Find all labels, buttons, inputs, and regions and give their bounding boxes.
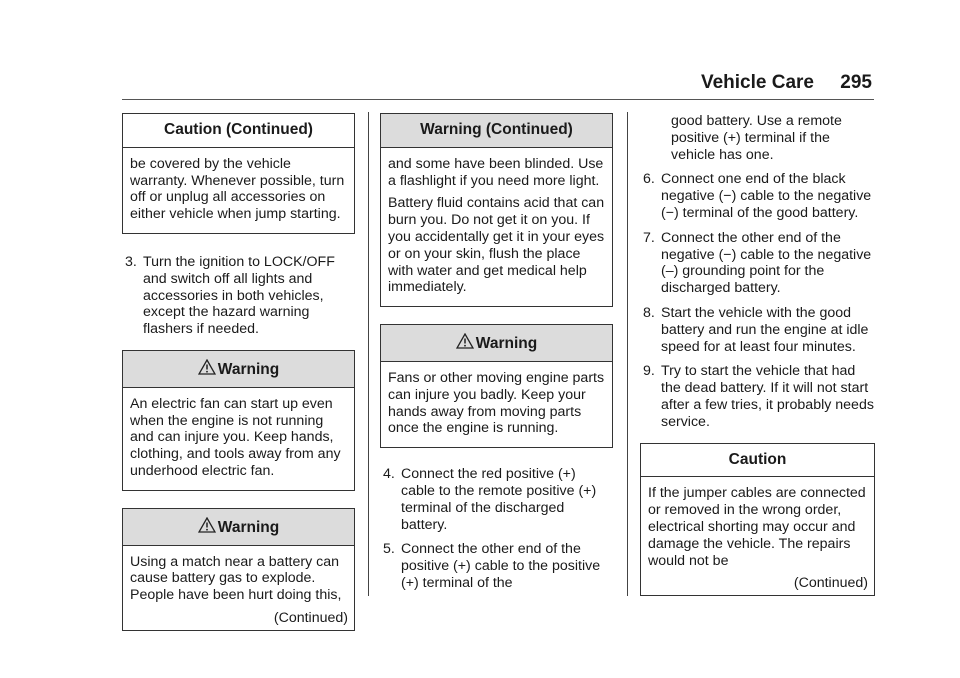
step-list [640,171,875,430]
continued-label: (Continued) [793,575,868,592]
continued-step-text: good battery. Use a remote positive (+) terminal if the vehicle has one. [671,113,842,163]
step-text: Try to start the vehicle that had the dead battery. If it will not start after a few tries, it probably needs service. [661,363,874,430]
warning-text: Fans or other moving engine parts can injure you badly. Keep your hands away from moving parts once the engine is running. [388,369,605,437]
page-header [122,72,874,100]
step-text: Connect the red positive (+) cable to the remote positive (+) terminal of the discharged battery. [401,466,597,533]
caution-box [640,443,875,597]
warning-text: Battery fluid contains acid that can burn you. Do not get it on you. If you accidentally get it in your eyes or on your skin, flush the place with water and get medical help immediately. [388,195,605,296]
step-number: 8. [643,304,655,321]
step-list [380,466,613,592]
section-title: Vehicle Care [700,72,814,93]
warning-text: Using a match near a battery can cause battery gas to explode. People have been hurt doing this, [130,553,342,604]
continued-label: (Continued) [273,609,348,626]
column-divider [368,112,369,596]
warning-text: An electric fan can start up even when the engine is not running and can injure you. Keep hands, clothing, and tools away from any underhood electric fan. [130,395,341,479]
page-number: 295 [840,72,872,93]
column-3 [640,113,875,596]
column-2 [380,113,613,600]
step-text: Connect the other end of the positive (+) cable to the positive (+) terminal of the [401,541,601,591]
warning-label: Warning [217,518,280,536]
caution-heading: Caution (Continued) [123,114,354,148]
warning-triangle-icon [198,517,216,533]
warning-text: and some have been blinded. Use a flashlight if you need more light. [388,155,604,189]
warning-label: Warning [475,335,538,353]
step-item [380,541,613,591]
warning-heading [381,325,612,362]
warning-triangle-icon [198,359,216,375]
step-text: Connect one end of the black negative (−) cable to the negative (−) terminal of the good battery. [661,171,872,221]
warning-label: Warning [217,360,280,378]
step-item [640,171,875,221]
step-text: Start the vehicle with the good battery and run the engine at idle speed for at least four minutes. [661,304,869,355]
step-number: 3. [125,253,137,270]
step-text: Turn the ignition to LOCK/OFF and switch off all lights and accessories in both vehicles, except the hazard warning flashers if needed. [143,253,335,338]
step-item [122,254,355,338]
step-item [640,230,875,297]
warning-heading: Warning (Continued) [381,114,612,148]
step-item [380,466,613,533]
step-number: 6. [643,171,655,188]
caution-text: be covered by the vehicle warranty. Whenever possible, turn off or unplug all accessories on either vehicle when jump starting. [130,155,345,223]
step-number: 9. [643,363,655,380]
step-number: 5. [383,541,395,558]
step-list [122,254,355,338]
step-text: Connect the other end of the negative (−) cable to the negative (–) grounding point for the discharged battery. [661,229,872,297]
warning-heading [123,351,354,388]
warning-box-continued [380,113,613,307]
warning-heading [123,509,354,546]
warning-box [122,350,355,491]
column-1 [122,113,355,631]
column-divider [627,112,628,596]
caution-text: If the jumper cables are connected or removed in the wrong order, electrical shorting may occur and damage the vehicle. The repairs would not be [648,485,866,569]
step-item [640,305,875,355]
step-item [640,363,875,430]
step-number: 4. [383,466,395,483]
warning-box [380,324,613,448]
caution-heading: Caution [641,444,874,478]
warning-triangle-icon [456,333,474,349]
warning-box [122,508,355,631]
step-number: 7. [643,229,655,246]
caution-box-continued [122,113,355,234]
